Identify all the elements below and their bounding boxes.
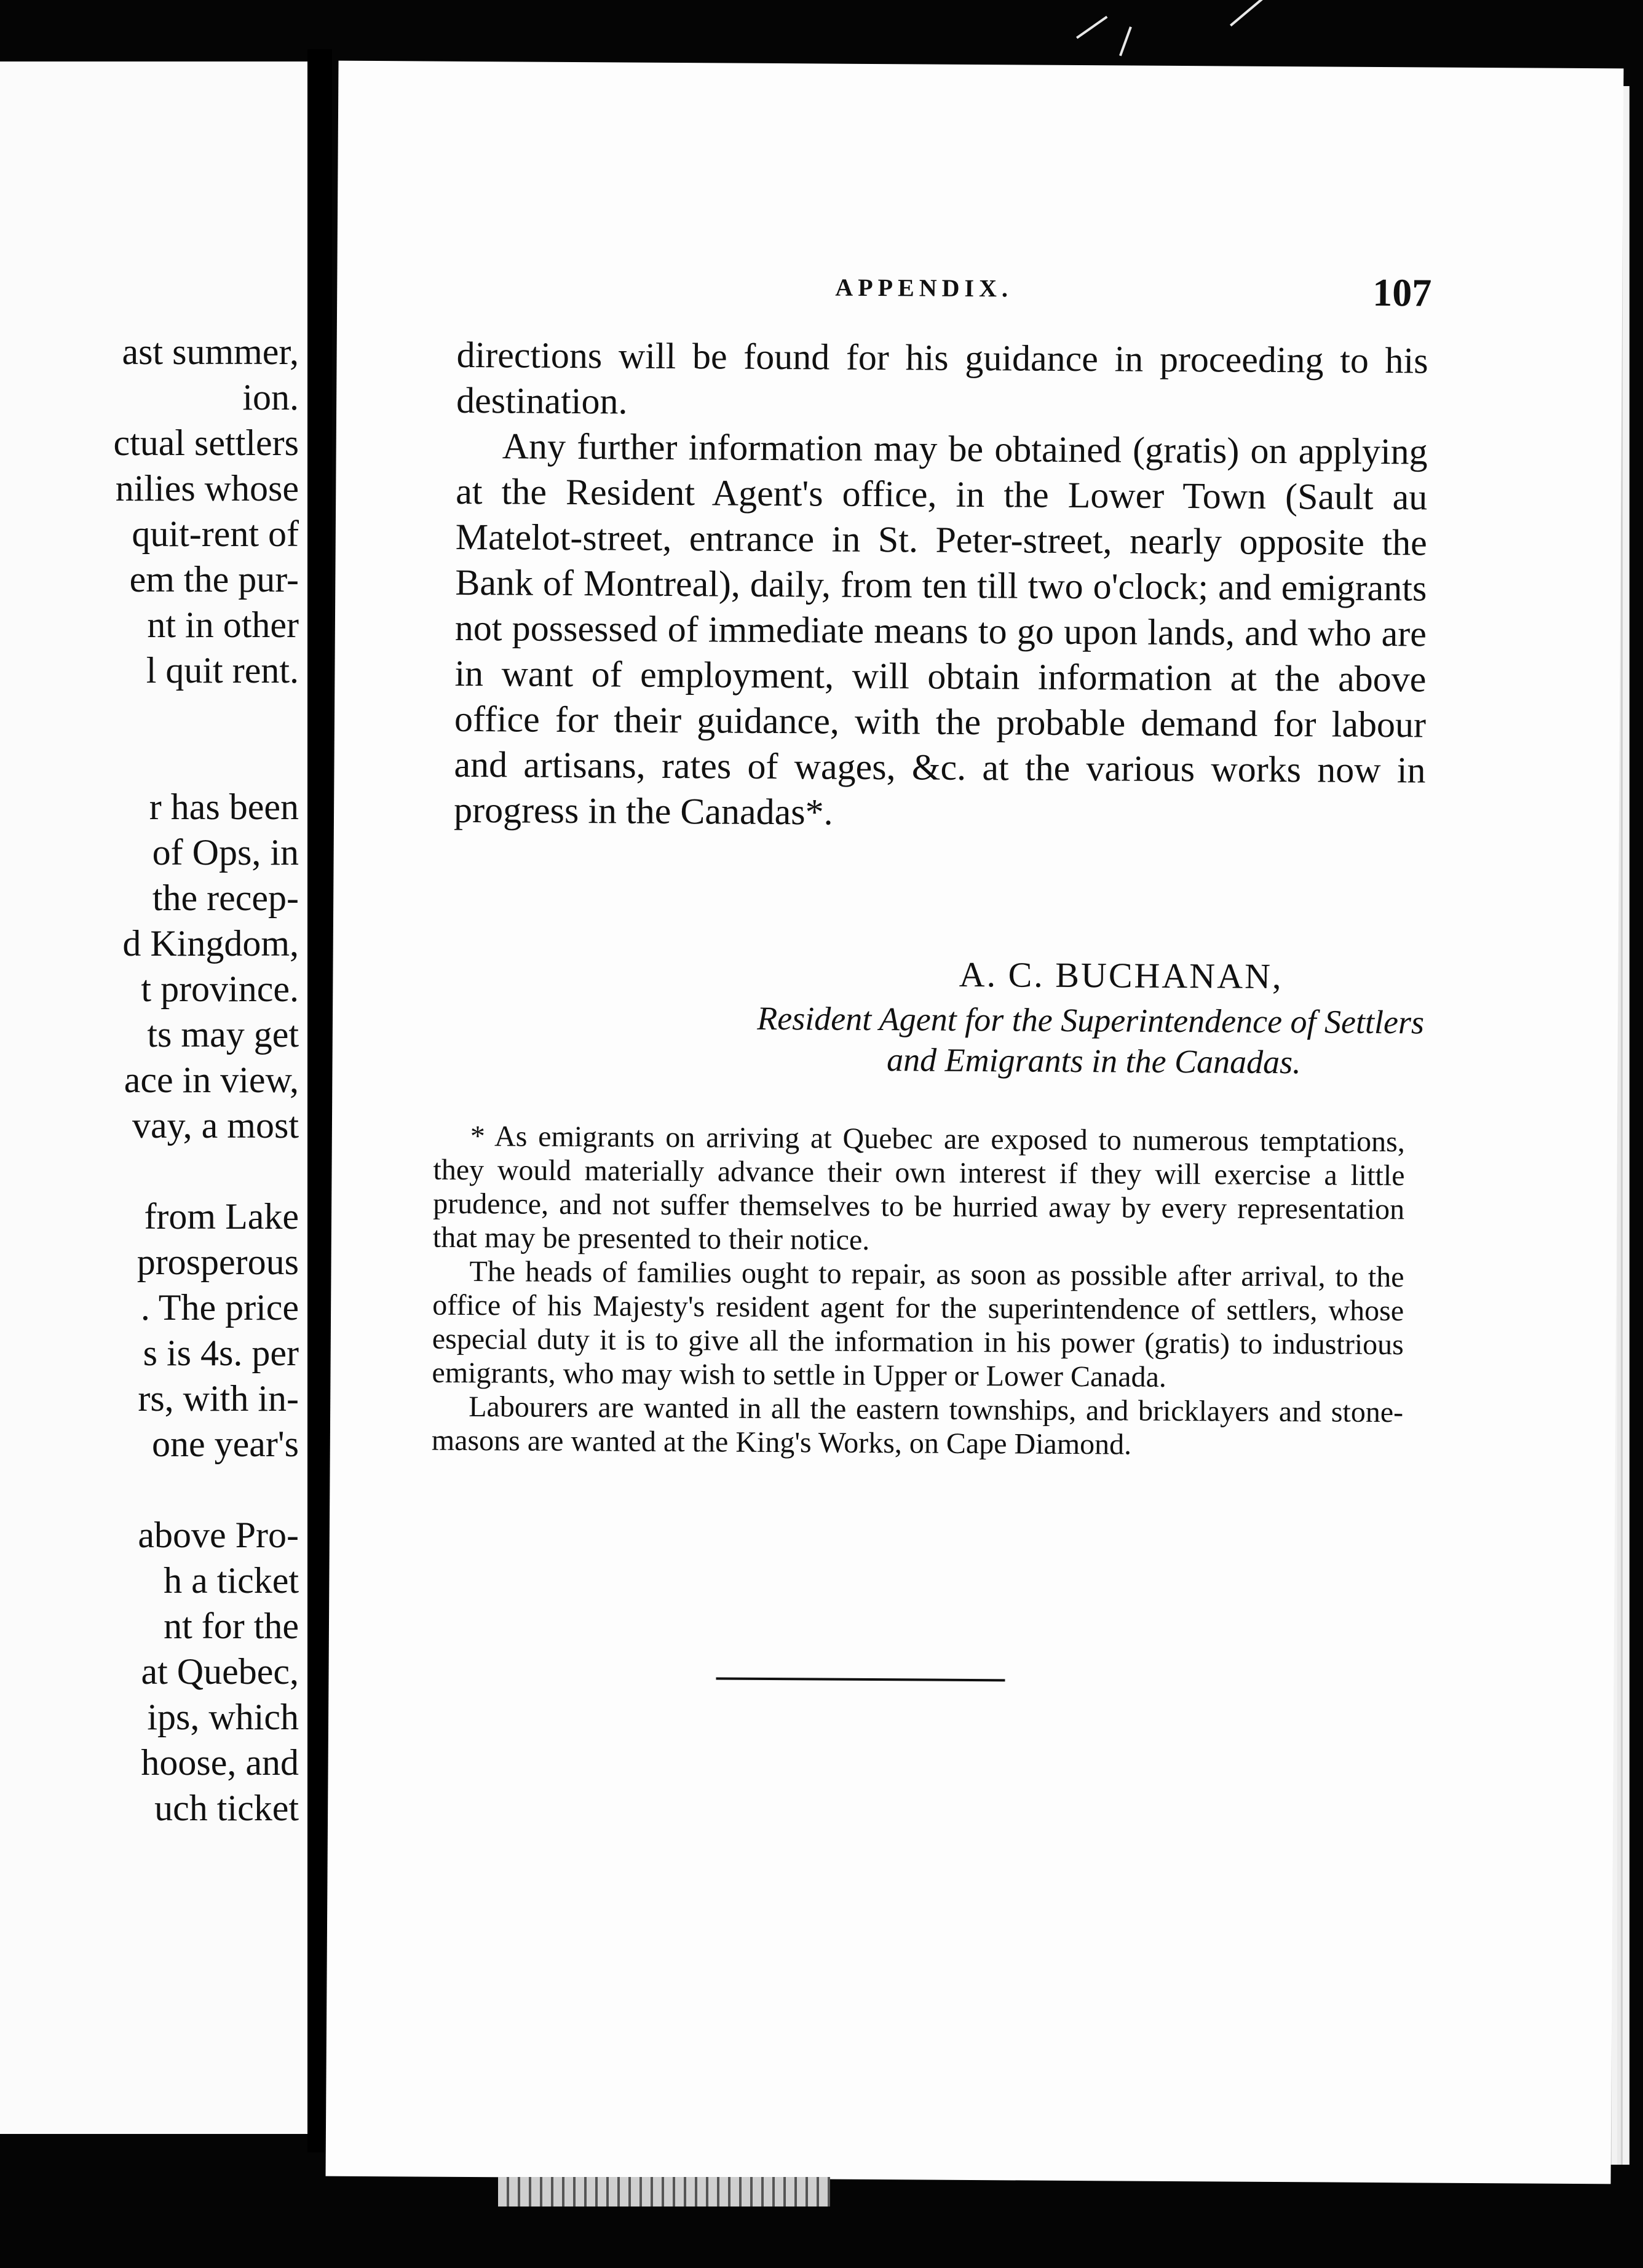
signatory-title-line1: Resident Agent for the Superintendence of Settlers [757,999,1425,1041]
footnote [432,1119,1405,1464]
end-rule [716,1677,1005,1681]
body-text [454,332,1428,839]
footnote-paragraph: * As emigrants on arriving at Quebec are exposed to numerous temptations, they would materially advance their own interest if they will exercise a little prudence, and not suffer themselves to be hurried away by every representation that may be presented to their notice. [432,1119,1405,1256]
left-page-line: ctual settlers [113,422,299,463]
left-page-line: at Quebec, [141,1651,299,1692]
left-page-line: rs, with in- [138,1378,299,1419]
signature-block [452,947,1424,1084]
left-page-line: nt in other [147,605,299,645]
footnote-paragraph: Labourers are wanted in all the eastern townships, and bricklayers and stone-masons are wanted at the King's Works, on Cape Diamond. [431,1390,1404,1461]
body-paragraph: directions will be found for his guidance in proceeding to his destination. [456,334,1428,422]
left-page-line: uch ticket [154,1788,299,1828]
left-page-line: above Pro- [138,1515,299,1555]
page-number: 107 [1372,270,1432,315]
left-page-line: ace in view, [124,1060,299,1100]
left-page-line: nilies whose [115,468,299,509]
left-page-line: of Ops, in [152,832,299,873]
left-page-line: d Kingdom, [122,923,299,964]
left-page-line: em the pur- [129,559,299,600]
left-page-line: . The price [140,1287,299,1328]
running-head-title: APPENDIX. [835,273,1013,303]
left-page-line: ion. [242,377,299,418]
left-page-line: one year's [151,1424,299,1464]
scan-artefact [1119,26,1132,56]
scan-artefact [1076,16,1107,39]
left-page-line: r has been [149,787,299,827]
left-page-line: prosperous [137,1242,299,1282]
right-page [326,61,1624,2184]
left-page-line: vay, a most [132,1105,299,1146]
left-page-line: ips, which [147,1697,299,1737]
left-page-line: h a ticket [164,1560,299,1601]
left-page-line: hoose, and [141,1742,299,1783]
left-page-line: s is 4s. per [143,1333,299,1373]
left-page-line: from Lake [144,1196,299,1237]
scan-artefact [1230,0,1274,26]
left-page-line: the recep- [152,878,299,918]
left-page-line: l quit rent. [146,650,299,691]
left-facing-page [0,61,307,2134]
left-page-line: ast summer, [122,331,299,372]
running-head [337,270,1622,327]
left-page-line: ts may get [147,1014,299,1055]
binding-strip [498,2177,830,2207]
signatory-title-line2: and Emigrants in the Canadas. [886,1041,1301,1081]
footnote-paragraph: The heads of families ought to repair, as soon as possible after arrival, to the office of his Majesty's resident agent for the superintendence of settlers, whose especial duty it is to give all the information in his power (gratis) to industrious emigrants, who may wish to settle in Upper or Lower Canada. [432,1255,1404,1394]
signatory-name: A. C. BUCHANAN, [959,954,1283,997]
left-page-line: quit-rent of [132,513,299,554]
left-page-line: nt for the [164,1606,299,1646]
body-paragraph: Any further information may be obtained (gratis) on applying at the Resident Agent's office, in the Lower Town (Sault au Matelot-street, entrance in St. Peter-street, nearly opposite the Bank of Montreal), daily, from ten till two o'clock; and emigrants not possessed of immediate means to go upon lands, and who are in want of employment, will obtain information at the above office for their guidance, with the probable demand for labour and artisans, rates of wages, &c. at the various works now in progress in the Canadas*. [453,426,1428,833]
left-page-line: t province. [141,969,299,1009]
